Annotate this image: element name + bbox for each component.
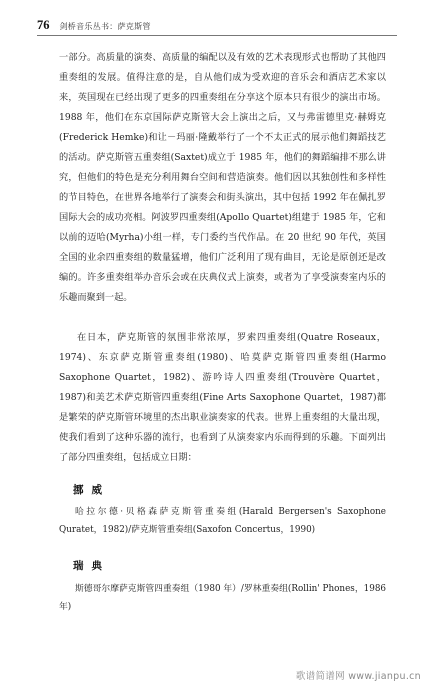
page-number: 76 [37, 18, 50, 32]
header-divider [37, 35, 397, 36]
section-heading-sweden: 瑞典 [73, 560, 110, 572]
quartet-list-entry-sweden: 斯德哥尔摩萨克斯管四重奏组（1980 年）/罗林重奏组(Rollin' Phones，1986 年) [59, 584, 387, 612]
running-title: 剑桥音乐丛书：萨克斯管 [59, 22, 151, 31]
site-watermark: 歌谱简谱网 www.jianpu.cn [295, 671, 421, 682]
section-heading-norway: 挪威 [73, 484, 110, 496]
quartet-list-entry-norway: 哈拉尔德·贝格森萨克斯管重奏组(Harald Bergersen's Saxophone Quratet，1982)/萨克斯管重奏组(Saxofon Concertus，1990) [59, 507, 386, 535]
body-paragraph-2: 在日本，萨克斯管的氛围非常浓厚，罗索四重奏组(Quatre Roseaux，1974)、东京萨克斯管重奏组(1980)、哈莫萨克斯管四重奏组(Harmo Saxophone Quartet，1982)、游吟诗人四重奏组(Trouvère Quartet，1987)和美艺术萨克斯管四重奏组(Fine Arts Saxophone Quartet，1987)都是繁荣的萨克斯管环境里的杰出职业演奏家的代表。世界上重奏组的大量出现，使我们看到了这种乐器的流行，也看到了从演奏家内乐而得到的乐趣。下面列出了部分四重奏组，包括成立日期： [59, 332, 386, 463]
page-header [37, 18, 151, 34]
body-paragraph-1: 一部分。高质量的演奏、高质量的编配以及有效的艺术表现形式也帮助了其他四重奏组的发展。值得注意的是，自从他们成为受欢迎的音乐会和酒店艺术家以来，英国现在已经出现了更多的四重奏组在分享这个原本只有很少的演出市场。1988 年，他们在东京国际萨克斯管大会上演出之后，又与弗雷德里克·赫姆克(Frederick Hemke)和让－玛丽·隆戴举行了一个不太正式的展示他们舞蹈技艺的活动。萨克斯管五重奏组(Saxtet)成立于 1985 年，他们的舞蹈编排不那么讲究，但他们的特色是充分利用舞台空间和营造演奏。他们因以其独创性和多样性的节目特色，在世界各地举行了演奏会和街头演出，其中包括 1992 年在佩扎罗国际大会的成功亮相。阿波罗四重奏组(Apollo Quartet)组建于 1985 年，它和以前的迈哈(Myrha)小组一样，专门委约当代作品。在 20 世纪 90 年代，英国全国的业余四重奏组的数量猛增，他们广泛利用了现有曲目，无论是原创还是改编的。许多重奏组举办音乐会或在庆典仪式上演奏，或者为了享受演奏室内乐的乐趣而聚到一起。 [59, 52, 386, 303]
